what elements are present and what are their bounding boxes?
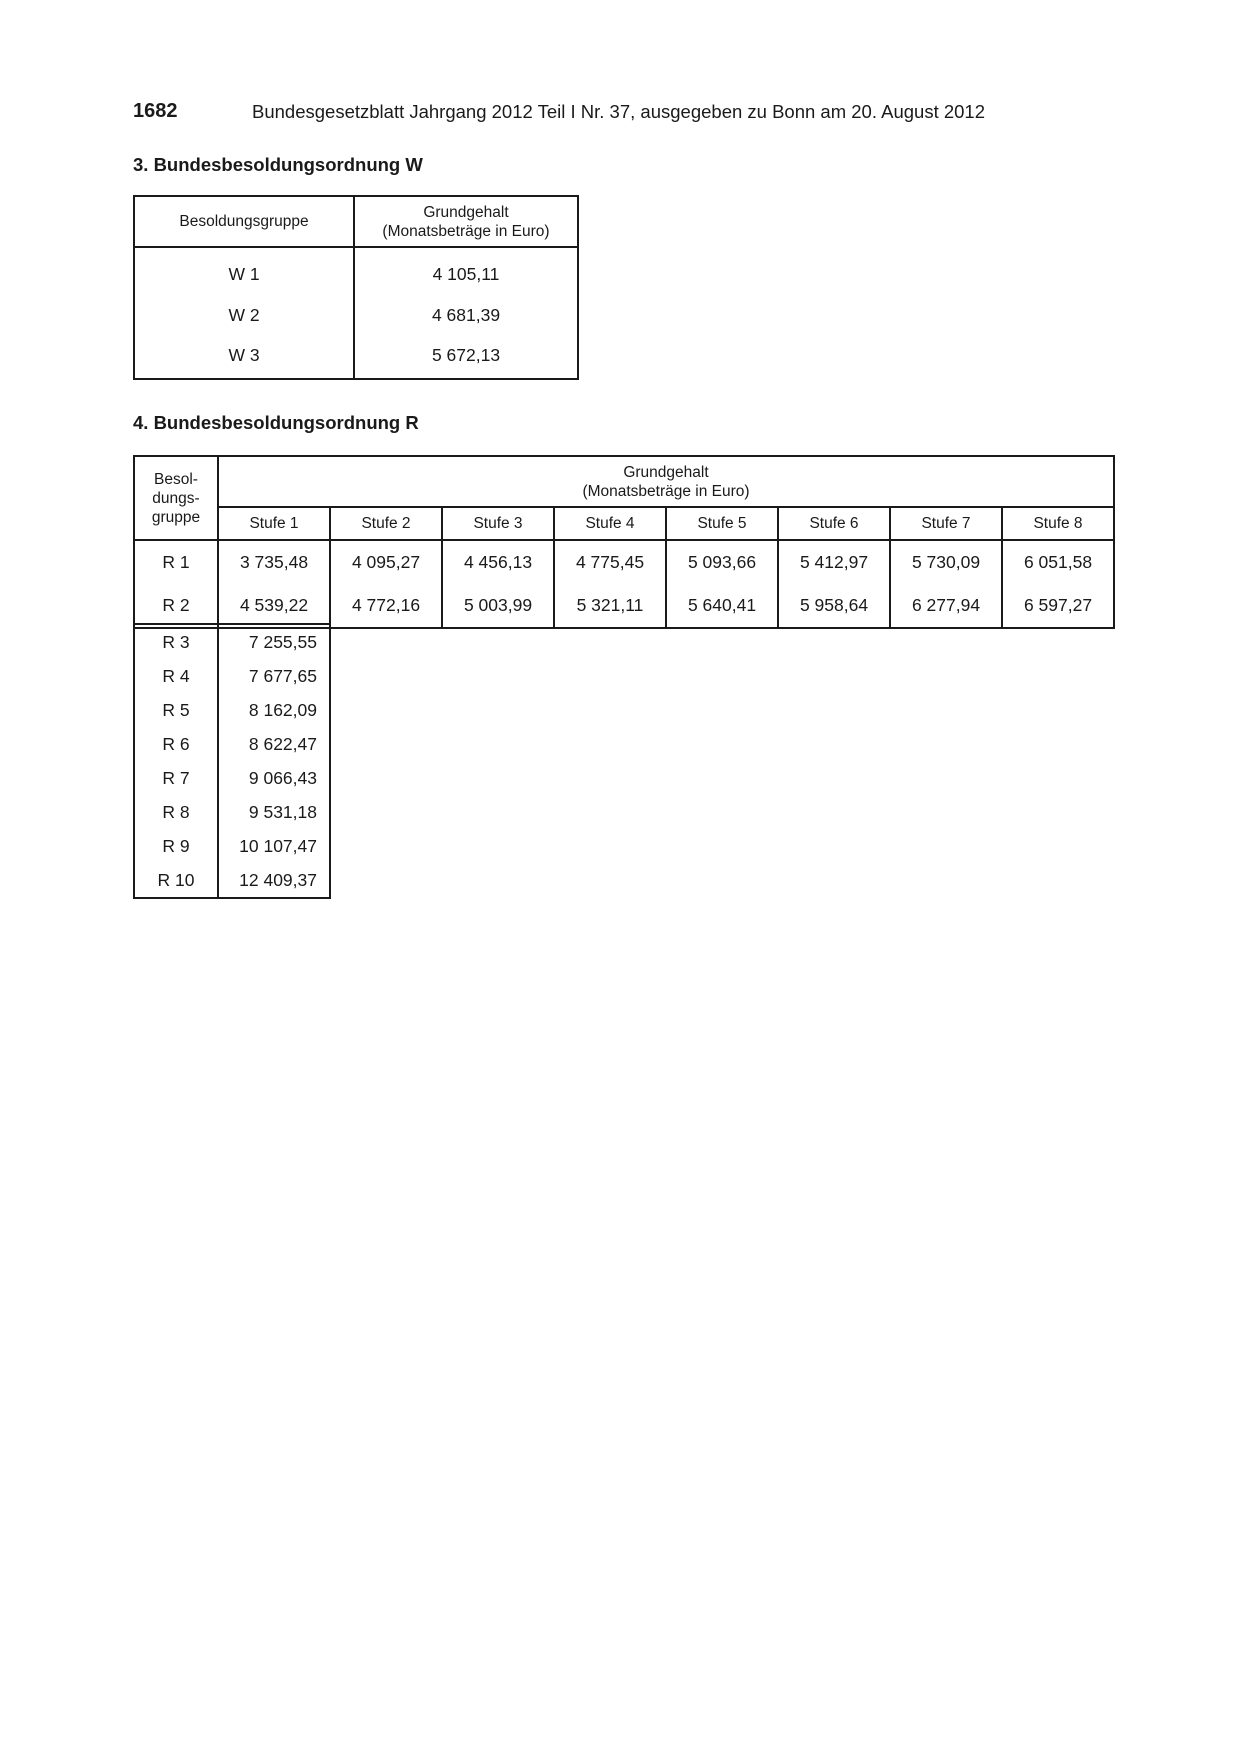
table-w [133, 195, 579, 380]
group-cell: R 3 [134, 624, 218, 659]
section-w-title: 3. Bundesbesoldungsordnung W [133, 154, 423, 175]
group-cell: R 9 [134, 829, 218, 863]
value-cell: 10 107,47 [218, 829, 330, 863]
value-cell: 5 730,09 [890, 540, 1002, 584]
value-cell: 7 255,55 [218, 624, 330, 659]
table-row [134, 335, 578, 379]
table-row [134, 584, 1114, 628]
value-cell: 4 772,16 [330, 584, 442, 628]
group-cell: W 1 [134, 247, 354, 296]
value-cell: 5 412,97 [778, 540, 890, 584]
table-row [134, 693, 330, 727]
group-cell: R 7 [134, 761, 218, 795]
value-cell: 5 003,99 [442, 584, 554, 628]
table-r [133, 455, 1115, 629]
group-cell: R 1 [134, 540, 218, 584]
stufe-header: Stufe 8 [1002, 507, 1114, 540]
value-cell: 5 321,11 [554, 584, 666, 628]
table-row [134, 659, 330, 693]
header-title: Bundesgesetzblatt Jahrgang 2012 Teil I Nr. 37, ausgegeben zu Bonn am 20. August 2012 [252, 101, 985, 122]
value-cell: 4 775,45 [554, 540, 666, 584]
value-cell: 6 277,94 [890, 584, 1002, 628]
value-cell: 5 640,41 [666, 584, 778, 628]
stufe-header: Stufe 2 [330, 507, 442, 540]
page-number: 1682 [133, 100, 178, 122]
value-cell: 5 958,64 [778, 584, 890, 628]
group-cell: W 2 [134, 296, 354, 335]
value-cell: 5 672,13 [354, 335, 578, 379]
table-r-header-group: Besol- dungs- gruppe [134, 456, 218, 540]
value-cell: 8 622,47 [218, 727, 330, 761]
stufe-header: Stufe 3 [442, 507, 554, 540]
section-r-title: 4. Bundesbesoldungsordnung R [133, 412, 419, 433]
table-row [134, 829, 330, 863]
group-cell: R 6 [134, 727, 218, 761]
table-w-header-salary: Grundgehalt (Monatsbeträge in Euro) [354, 196, 578, 247]
value-cell: 4 539,22 [218, 584, 330, 628]
stufe-header: Stufe 7 [890, 507, 1002, 540]
table-r-header-salary: Grundgehalt (Monatsbeträge in Euro) [218, 456, 1114, 507]
value-cell: 9 531,18 [218, 795, 330, 829]
value-cell: 12 409,37 [218, 863, 330, 898]
value-cell: 8 162,09 [218, 693, 330, 727]
value-cell: 4 105,11 [354, 247, 578, 296]
table-r-single-step [133, 623, 331, 899]
stufe-header: Stufe 5 [666, 507, 778, 540]
value-cell: 9 066,43 [218, 761, 330, 795]
table-row [134, 247, 578, 296]
group-cell: R 10 [134, 863, 218, 898]
stufe-header: Stufe 6 [778, 507, 890, 540]
table-row [134, 795, 330, 829]
value-cell: 5 093,66 [666, 540, 778, 584]
value-cell: 6 597,27 [1002, 584, 1114, 628]
value-cell: 4 095,27 [330, 540, 442, 584]
page-header [133, 100, 985, 123]
group-cell: R 4 [134, 659, 218, 693]
table-row [134, 761, 330, 795]
value-cell: 3 735,48 [218, 540, 330, 584]
group-cell: R 2 [134, 584, 218, 628]
group-cell: W 3 [134, 335, 354, 379]
table-row [134, 863, 330, 898]
table-row [134, 540, 1114, 584]
value-cell: 4 681,39 [354, 296, 578, 335]
table-row [134, 296, 578, 335]
stufe-header: Stufe 4 [554, 507, 666, 540]
stufe-header: Stufe 1 [218, 507, 330, 540]
value-cell: 7 677,65 [218, 659, 330, 693]
table-row [134, 727, 330, 761]
group-cell: R 8 [134, 795, 218, 829]
table-w-header-group: Besoldungsgruppe [134, 196, 354, 247]
table-row [134, 624, 330, 659]
group-cell: R 5 [134, 693, 218, 727]
value-cell: 6 051,58 [1002, 540, 1114, 584]
value-cell: 4 456,13 [442, 540, 554, 584]
